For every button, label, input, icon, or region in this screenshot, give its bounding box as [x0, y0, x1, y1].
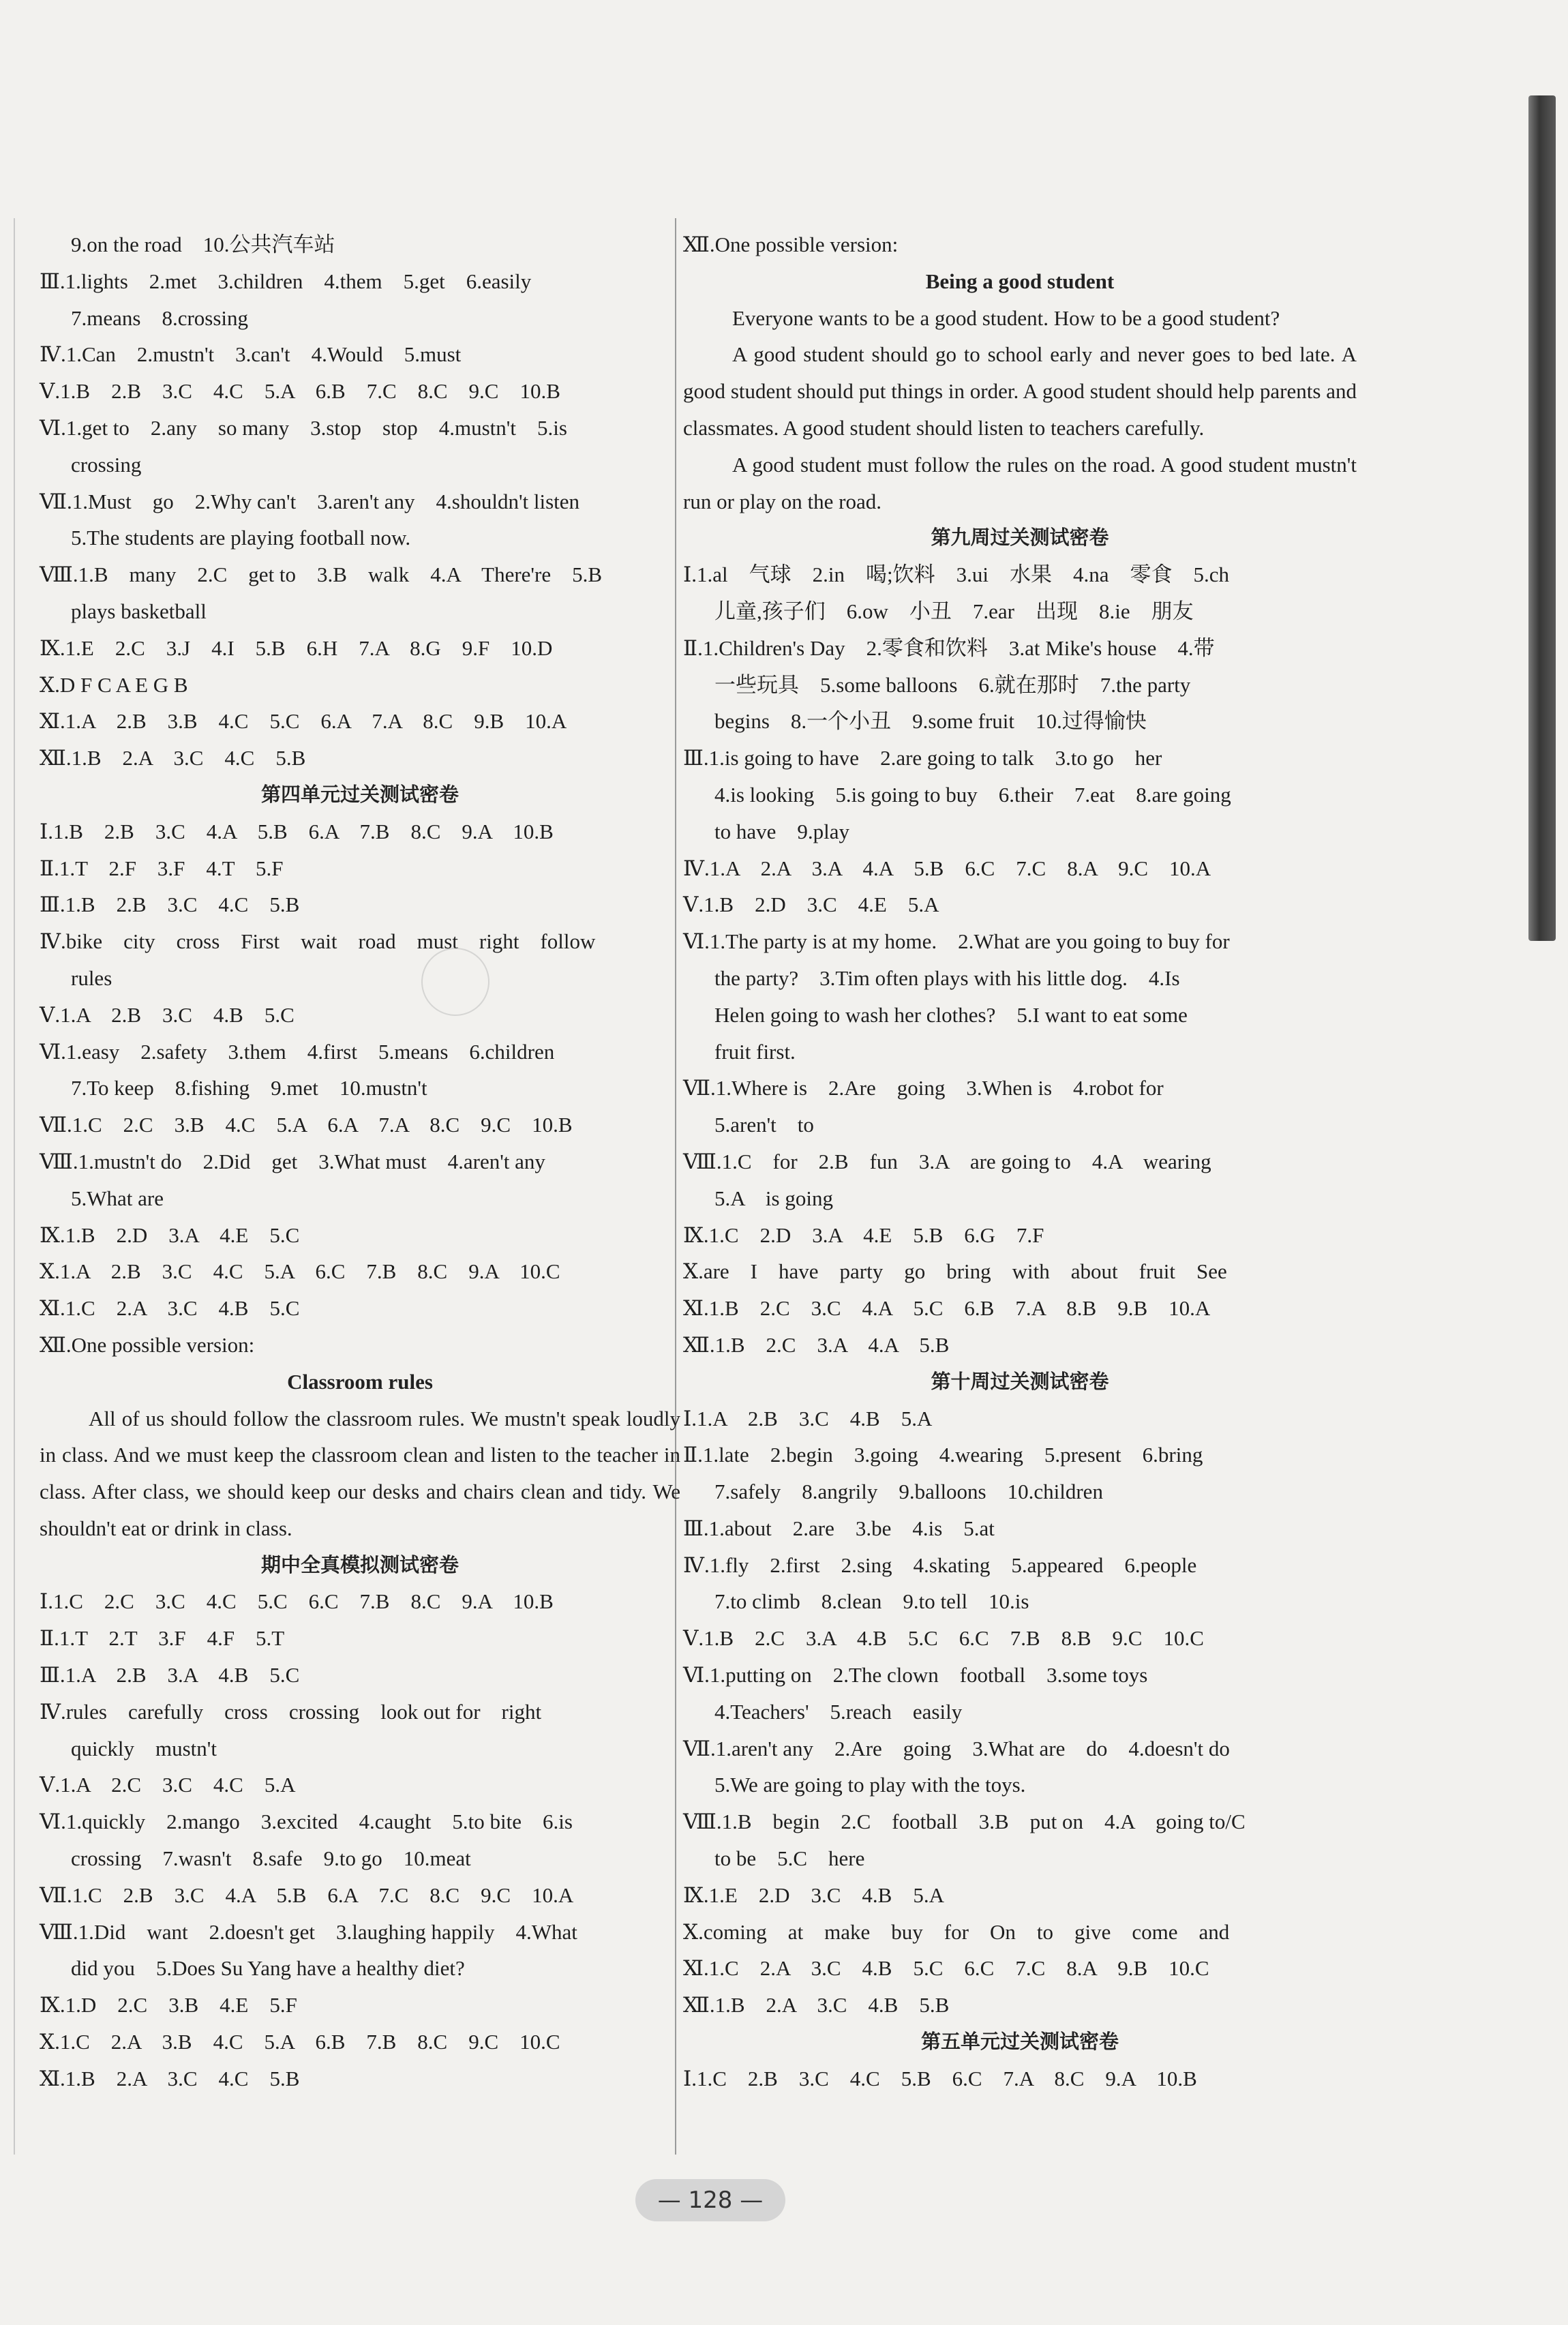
answer-line: Ⅹ.D F C A E G B	[40, 672, 188, 697]
answer-line: Ⅷ.1.B begin 2.C football 3.B put on 4.A going to/C	[683, 1810, 1246, 1834]
answer-line: Ⅵ.1.The party is at my home. 2.What are you going to buy for	[683, 929, 1230, 954]
answer-line: Ⅴ.1.A 2.C 3.C 4.C 5.A	[40, 1773, 296, 1797]
answer-line: Ⅻ.1.B 2.A 3.C 4.B 5.B	[683, 1993, 950, 2017]
answer-line: Ⅶ.1.Where is 2.Are going 3.When is 4.robot for	[683, 1076, 1164, 1100]
answer-line: plays basketball	[71, 599, 207, 623]
answer-line: Ⅶ.1.C 2.C 3.B 4.C 5.A 6.A 7.A 8.C 9.C 10.B	[40, 1113, 573, 1137]
answer-line: crossing 7.wasn't 8.safe 9.to go 10.meat	[71, 1846, 471, 1871]
section-heading: 第五单元过关测试密卷	[920, 2030, 1119, 2054]
answer-line: Ⅱ.1.Children's Day 2.零食和饮料 3.at Mike's house 4.带	[683, 635, 1215, 660]
answer-line: Ⅷ.1.C for 2.B fun 3.A are going to 4.A wearing	[683, 1149, 1211, 1173]
essay-paragraph: A good student should go to school early and never goes to bed late. A good student should put things in order. A good student should help parents and classmates. A good student should listen to teachers carefully.	[683, 342, 1357, 440]
answer-line: crossing	[71, 452, 142, 477]
answer-line: Ⅵ.1.putting on 2.The clown football 3.some toys	[683, 1663, 1148, 1687]
answer-line: 儿童,孩子们 6.ow 小丑 7.ear 出现 8.ie 朋友	[714, 599, 1194, 623]
answer-line: Ⅺ.1.B 2.A 3.C 4.C 5.B	[40, 2066, 300, 2090]
page-number: — 128 —	[635, 2179, 785, 2221]
answer-line: Ⅳ.1.fly 2.first 2.sing 4.skating 5.appeared 6.people	[683, 1552, 1197, 1577]
answer-line: Ⅳ.1.Can 2.mustn't 3.can't 4.Would 5.must	[40, 342, 462, 367]
answer-line: Ⅴ.1.B 2.D 3.C 4.E 5.A	[683, 892, 939, 917]
answer-line: Ⅹ.are I have party go bring with about fruit See	[683, 1259, 1227, 1284]
answer-line: to be 5.C here	[714, 1846, 865, 1871]
answer-line: 7.safely 8.angrily 9.balloons 10.children	[714, 1480, 1103, 1504]
answer-line: Ⅱ.1.T 2.T 3.F 4.F 5.T	[40, 1626, 285, 1651]
answer-line: Ⅴ.1.A 2.B 3.C 4.B 5.C	[40, 1002, 295, 1027]
answer-line: Ⅷ.1.Did want 2.doesn't get 3.laughing happily 4.What	[40, 1919, 577, 1944]
answer-line: Ⅺ.1.B 2.C 3.C 4.A 5.C 6.B 7.A 8.B 9.B 10.A	[683, 1296, 1211, 1321]
answer-line: Ⅻ.1.B 2.C 3.A 4.A 5.B	[683, 1332, 950, 1357]
answer-line: Ⅴ.1.B 2.C 3.A 4.B 5.C 6.C 7.B 8.B 9.C 10.C	[683, 1626, 1204, 1651]
answer-line: Ⅻ.One possible version:	[40, 1332, 255, 1357]
answer-line: Ⅺ.1.C 2.A 3.C 4.B 5.C 6.C 7.C 8.A 9.B 10.C	[683, 1956, 1209, 1981]
answer-line: to have 9.play	[714, 819, 850, 843]
answer-line: Ⅷ.1.mustn't do 2.Did get 3.What must 4.aren't any	[40, 1149, 545, 1173]
answer-line: begins 8.一个小丑 9.some fruit 10.过得愉快	[714, 709, 1147, 734]
answer-line: Ⅰ.1.al 气球 2.in 喝;饮料 3.ui 水果 4.na 零食 5.ch	[683, 562, 1229, 587]
answer-line: 5.aren't to	[714, 1113, 814, 1137]
answer-line: Ⅹ.1.A 2.B 3.C 4.C 5.A 6.C 7.B 8.C 9.A 10.C	[40, 1259, 560, 1284]
answer-line: 5.What are	[71, 1186, 164, 1210]
answer-line: rules	[71, 965, 112, 990]
answer-line: Ⅶ.1.C 2.B 3.C 4.A 5.B 6.A 7.C 8.C 9.C 10.A	[40, 1882, 574, 1907]
answer-line: Ⅳ.1.A 2.A 3.A 4.A 5.B 6.C 7.C 8.A 9.C 10.A	[683, 856, 1211, 880]
answer-line: Ⅹ.1.C 2.A 3.B 4.C 5.A 6.B 7.B 8.C 9.C 10.C	[40, 2030, 560, 2054]
answer-line: Ⅶ.1.Must go 2.Why can't 3.aren't any 4.shouldn't listen	[40, 489, 580, 513]
answer-line: quickly mustn't	[71, 1736, 217, 1760]
essay-paragraph: All of us should follow the classroom rules. We mustn't speak loudly in class. And we must keep the classroom clean and listen to the teacher in class. After class, we should keep our desks and chairs clean and tidy. We shouldn't eat or drink in class.	[40, 1406, 680, 1540]
answer-line: Ⅲ.1.B 2.B 3.C 4.C 5.B	[40, 892, 300, 917]
answer-line: Ⅲ.1.lights 2.met 3.children 4.them 5.get 6.easily	[40, 269, 532, 293]
answer-line: Ⅺ.1.A 2.B 3.B 4.C 5.C 6.A 7.A 8.C 9.B 10.A	[40, 709, 567, 734]
section-heading: Being a good student	[925, 269, 1115, 293]
answer-line: 9.on the road 10.公共汽车站	[71, 232, 335, 256]
answer-line: Ⅱ.1.T 2.F 3.F 4.T 5.F	[40, 856, 284, 880]
answer-line: Ⅳ.bike city cross First wait road must right follow	[40, 929, 596, 954]
answer-line: Ⅻ.One possible version:	[683, 232, 899, 256]
answer-line: Ⅸ.1.C 2.D 3.A 4.E 5.B 6.G 7.F	[683, 1222, 1044, 1247]
answer-column-right	[683, 226, 1357, 2097]
answer-line: Ⅰ.1.C 2.C 3.C 4.C 5.C 6.C 7.B 8.C 9.A 10.B	[40, 1589, 554, 1614]
answer-line: Ⅸ.1.E 2.D 3.C 4.B 5.A	[683, 1882, 944, 1907]
answer-line: fruit first.	[714, 1039, 796, 1064]
answer-line: 5.We are going to play with the toys.	[714, 1773, 1026, 1797]
answer-line: 一些玩具 5.some balloons 6.就在那时 7.the party	[714, 672, 1191, 697]
answer-line: Ⅹ.coming at make buy for On to give come and	[683, 1919, 1230, 1944]
answer-line: Ⅵ.1.quickly 2.mango 3.excited 4.caught 5.to bite 6.is	[40, 1810, 573, 1834]
answer-line: Ⅲ.1.A 2.B 3.A 4.B 5.C	[40, 1663, 300, 1687]
answer-line: the party? 3.Tim often plays with his little dog. 4.Is	[714, 965, 1180, 990]
answer-line: 5.The students are playing football now.	[71, 526, 411, 550]
answer-column-left	[40, 226, 680, 2097]
answer-line: Helen going to wash her clothes? 5.I want to eat some	[714, 1002, 1188, 1027]
answer-line: Ⅵ.1.easy 2.safety 3.them 4.first 5.means 6.children	[40, 1039, 555, 1064]
section-heading: 第四单元过关测试密卷	[260, 782, 459, 806]
section-heading: 第九周过关测试密卷	[931, 526, 1109, 550]
answer-line: Ⅱ.1.late 2.begin 3.going 4.wearing 5.present 6.bring	[683, 1443, 1203, 1467]
answer-line: 7.means 8.crossing	[71, 305, 249, 330]
answer-line: Ⅴ.1.B 2.B 3.C 4.C 5.A 6.B 7.C 8.C 9.C 10.B	[40, 379, 560, 404]
section-heading: 第十周过关测试密卷	[931, 1369, 1109, 1393]
answer-line: 7.to climb 8.clean 9.to tell 10.is	[714, 1589, 1029, 1614]
answer-line: Ⅸ.1.B 2.D 3.A 4.E 5.C	[40, 1222, 300, 1247]
answer-line: 4.is looking 5.is going to buy 6.their 7.eat 8.are going	[714, 782, 1231, 807]
answer-line: Ⅲ.1.is going to have 2.are going to talk 3.to go her	[683, 746, 1162, 770]
section-heading: Classroom rules	[287, 1369, 433, 1394]
essay-paragraph: A good student must follow the rules on the road. A good student mustn't run or play on the road.	[683, 452, 1357, 513]
answer-line: Ⅸ.1.D 2.C 3.B 4.E 5.F	[40, 1993, 297, 2017]
answer-line: Ⅷ.1.B many 2.C get to 3.B walk 4.A There're 5.B	[40, 562, 603, 587]
answer-line: Ⅻ.1.B 2.A 3.C 4.C 5.B	[40, 746, 306, 770]
answer-line: Ⅳ.rules carefully cross crossing look out for right	[40, 1699, 542, 1724]
answer-line: Ⅺ.1.C 2.A 3.C 4.B 5.C	[40, 1296, 300, 1321]
answer-line: 7.To keep 8.fishing 9.met 10.mustn't	[71, 1076, 427, 1100]
scan-shadow-edge	[1528, 95, 1556, 941]
answer-line: Ⅵ.1.get to 2.any so many 3.stop stop 4.mustn't 5.is	[40, 415, 567, 440]
answer-line: Ⅸ.1.E 2.C 3.J 4.I 5.B 6.H 7.A 8.G 9.F 10.D	[40, 635, 553, 660]
answer-line: Ⅲ.1.about 2.are 3.be 4.is 5.at	[683, 1516, 995, 1540]
answer-line: did you 5.Does Su Yang have a healthy diet?	[71, 1956, 465, 1981]
answer-line: Ⅰ.1.C 2.B 3.C 4.C 5.B 6.C 7.A 8.C 9.A 10.B	[683, 2066, 1197, 2090]
answer-line: Ⅶ.1.aren't any 2.Are going 3.What are do 4.doesn't do	[683, 1736, 1230, 1760]
left-margin-rule	[14, 218, 15, 2155]
answer-line: Ⅰ.1.A 2.B 3.C 4.B 5.A	[683, 1406, 933, 1430]
section-heading: 期中全真模拟测试密卷	[260, 1552, 459, 1576]
answer-line: 5.A is going	[714, 1186, 833, 1210]
answer-line: 4.Teachers' 5.reach easily	[714, 1699, 963, 1724]
answer-line: Ⅰ.1.B 2.B 3.C 4.A 5.B 6.A 7.B 8.C 9.A 10.B	[40, 819, 554, 843]
essay-paragraph: Everyone wants to be a good student. How to be a good student?	[732, 305, 1280, 330]
